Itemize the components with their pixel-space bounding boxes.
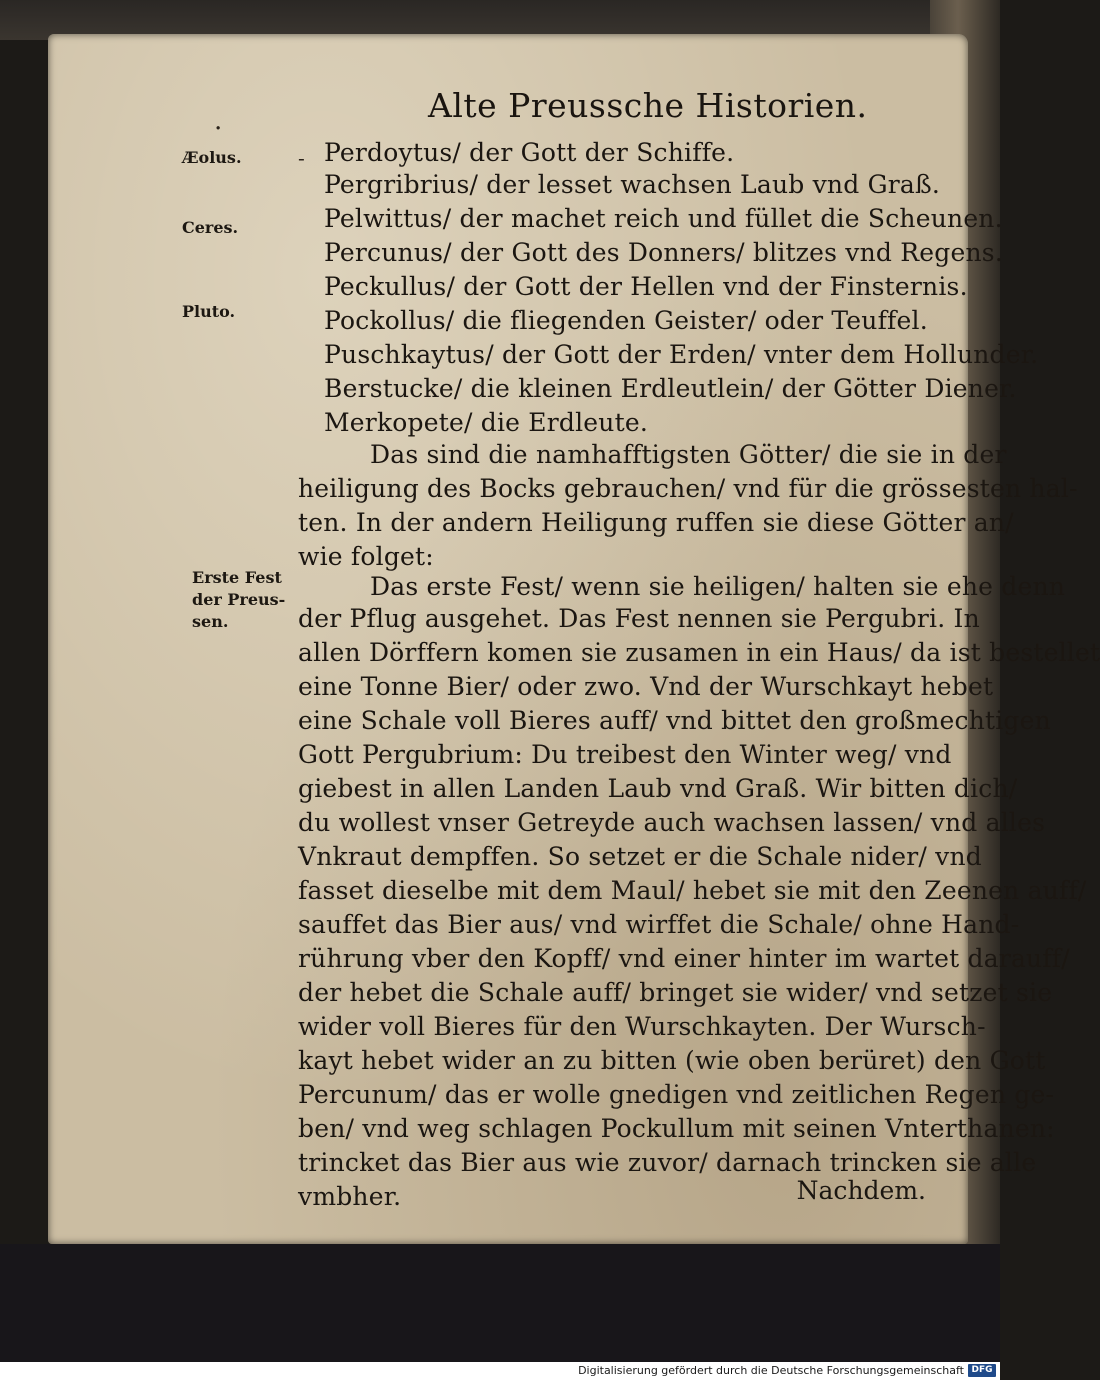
text-line: Perdoytus/ der Gott der Schiffe. <box>324 138 735 167</box>
text-line: rührung vber den Kopff/ vnd einer hinter im wartet darauff/ <box>298 944 1070 973</box>
catchword: Nachdem. <box>796 1176 926 1205</box>
scan-backdrop-bottom <box>0 1244 1000 1362</box>
footer-credit: Digitalisierung gefördert durch die Deutsche Forschungsgemeinschaft <box>578 1364 964 1377</box>
text-line: vmbher. <box>298 1182 402 1211</box>
text-line: Merkopete/ die Erdleute. <box>324 408 648 437</box>
text-line: Percunus/ der Gott des Donners/ blitzes vnd Regens. <box>324 238 1003 267</box>
line-dash: - <box>298 146 305 170</box>
marginal-note-fest-1: Erste Fest <box>192 568 282 587</box>
text-line: Peckullus/ der Gott der Hellen vnd der Finsternis. <box>324 272 968 301</box>
text-line: fasset dieselbe mit dem Maul/ hebet sie mit den Zeenen auff/ <box>298 876 1087 905</box>
marginal-note-aeolus: Æolus. <box>182 148 242 167</box>
text-line: ten. In der andern Heiligung ruffen sie diese Götter an/ <box>298 508 1014 537</box>
text-line: Percunum/ das er wolle gnedigen vnd zeitlichen Regen ge- <box>298 1080 1055 1109</box>
text-line: du wollest vnser Getreyde auch wachsen lassen/ vnd alles <box>298 808 1046 837</box>
text-line: Pockollus/ die fliegenden Geister/ oder Teuffel. <box>324 306 928 335</box>
running-title: Alte Preussche Historien. <box>428 86 868 125</box>
marginal-note-pluto: Pluto. <box>182 302 236 321</box>
marginal-note-fest-3: sen. <box>192 612 229 631</box>
book-page <box>48 34 1100 1244</box>
text-line: eine Schale voll Bieres auff/ vnd bittet den großmechtigen <box>298 706 1051 735</box>
text-line: wider voll Bieres für den Wurschkayten. Der Wursch- <box>298 1012 986 1041</box>
text-line: Pergribrius/ der lesset wachsen Laub vnd Graß. <box>324 170 941 199</box>
marginal-note-ceres: Ceres. <box>182 218 239 237</box>
text-line: wie folget: <box>298 542 434 571</box>
text-line: ben/ vnd weg schlagen Pockullum mit seinen Vnterthanen: <box>298 1114 1055 1143</box>
page-mark: . <box>214 106 223 136</box>
text-line: Pelwittus/ der machet reich und füllet die Scheunen. <box>324 204 1003 233</box>
text-line: der hebet die Schale auff/ bringet sie wider/ vnd setzet sie <box>298 978 1053 1007</box>
text-line: allen Dörffern komen sie zusamen in ein Haus/ da ist bestellet <box>298 638 1100 667</box>
dfg-logo: DFG <box>968 1364 996 1377</box>
text-line: eine Tonne Bier/ oder zwo. Vnd der Wurschkayt hebet <box>298 672 994 701</box>
text-line: Puschkaytus/ der Gott der Erden/ vnter dem Hollunder. <box>324 340 1039 369</box>
text-line: giebest in allen Landen Laub vnd Graß. Wir bitten dich/ <box>298 774 1018 803</box>
text-line: heiligung des Bocks gebrauchen/ vnd für die grössesten hal- <box>298 474 1078 503</box>
text-line: Vnkraut dempffen. So setzet er die Schale nider/ vnd <box>298 842 982 871</box>
text-line: Das sind die namhafftigsten Götter/ die sie in der <box>370 440 1007 469</box>
text-line: sauffet das Bier aus/ vnd wirffet die Schale/ ohne Hand- <box>298 910 1020 939</box>
text-line: kayt hebet wider an zu bitten (wie oben berüret) den Gott <box>298 1046 1046 1075</box>
text-line: Das erste Fest/ wenn sie heiligen/ halten sie ehe denn <box>370 572 1066 601</box>
text-line: Gott Pergubrium: Du treibest den Winter weg/ vnd <box>298 740 952 769</box>
text-line: trincket das Bier aus wie zuvor/ darnach trincken sie alle <box>298 1148 1037 1177</box>
text-line: der Pflug ausgehet. Das Fest nennen sie Pergubri. In <box>298 604 980 633</box>
text-line: Berstucke/ die kleinen Erdleutlein/ der Götter Diener. <box>324 374 1017 403</box>
marginal-note-fest-2: der Preus- <box>192 590 286 609</box>
